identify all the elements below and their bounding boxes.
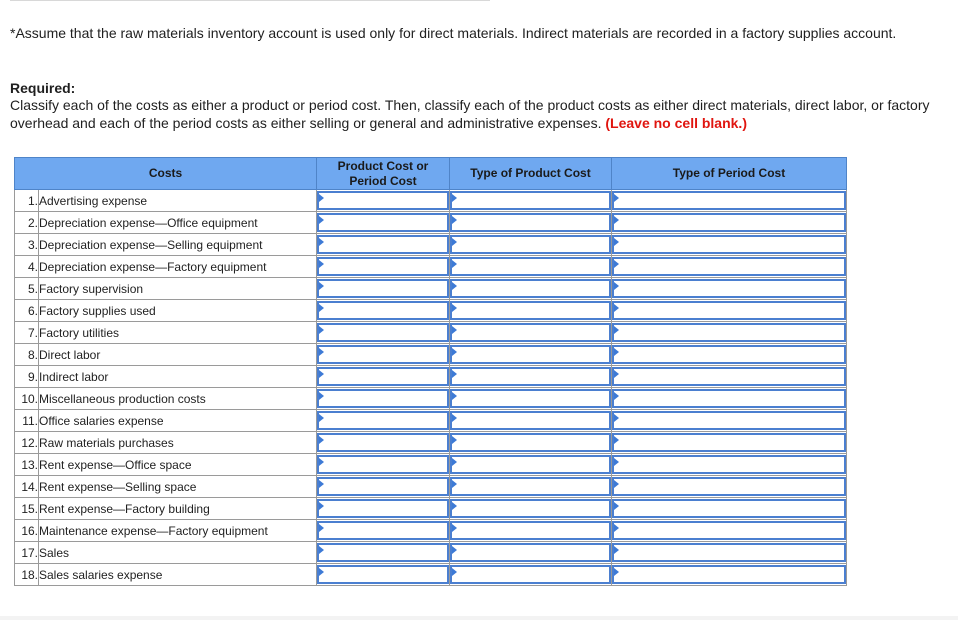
row-number: 1. (15, 190, 39, 212)
bottom-divider (0, 616, 958, 620)
product-or-period-dropdown[interactable] (317, 213, 449, 232)
dropdown-marker-icon (319, 282, 324, 290)
table-row (15, 520, 847, 542)
row-number: 15. (15, 498, 39, 520)
dropdown-marker-icon (319, 370, 324, 378)
row-number: 10. (15, 388, 39, 410)
row-number: 3. (15, 234, 39, 256)
type-of-period-cost-dropdown[interactable] (612, 191, 846, 210)
table-row (15, 454, 847, 476)
table-header-row (15, 158, 847, 190)
dropdown-marker-icon (319, 194, 324, 202)
row-number: 17. (15, 542, 39, 564)
header-product-or-period (317, 158, 450, 190)
row-number: 7. (15, 322, 39, 344)
cost-label: Depreciation expense—Selling equipment (39, 234, 317, 256)
type-of-product-cost-dropdown-cell (450, 388, 612, 410)
type-of-product-cost-dropdown-cell (450, 300, 612, 322)
type-of-period-cost-dropdown-cell (612, 520, 847, 542)
type-of-product-cost-dropdown[interactable] (450, 389, 611, 408)
cost-label: Factory supplies used (39, 300, 317, 322)
dropdown-marker-icon (319, 502, 324, 510)
dropdown-marker-icon (319, 392, 324, 400)
type-of-period-cost-dropdown[interactable] (612, 323, 846, 342)
type-of-period-cost-dropdown-cell (612, 410, 847, 432)
cost-label: Direct labor (39, 344, 317, 366)
product-or-period-dropdown-cell (317, 190, 450, 212)
dropdown-marker-icon (452, 546, 457, 554)
dropdown-marker-icon (319, 238, 324, 246)
product-or-period-dropdown[interactable] (317, 521, 449, 540)
type-of-product-cost-dropdown[interactable] (450, 565, 611, 584)
dropdown-marker-icon (452, 414, 457, 422)
product-or-period-dropdown-cell (317, 388, 450, 410)
dropdown-marker-icon (319, 216, 324, 224)
product-or-period-dropdown[interactable] (317, 499, 449, 518)
type-of-period-cost-dropdown-cell (612, 212, 847, 234)
dropdown-marker-icon (452, 216, 457, 224)
dropdown-marker-icon (614, 238, 619, 246)
row-number: 12. (15, 432, 39, 454)
type-of-product-cost-dropdown-cell (450, 278, 612, 300)
required-text: Classify each of the costs as either a product or period cost. Then, classify each of the product costs as either direct materials, direct labor, or factory overhead and each of the period costs as either selling or general and administrative expenses. (10, 97, 930, 131)
type-of-period-cost-dropdown-cell (612, 234, 847, 256)
cost-label: Indirect labor (39, 366, 317, 388)
type-of-period-cost-dropdown-cell (612, 498, 847, 520)
type-of-product-cost-dropdown[interactable] (450, 257, 611, 276)
type-of-period-cost-dropdown-cell (612, 564, 847, 586)
type-of-product-cost-dropdown-cell (450, 322, 612, 344)
top-divider (10, 0, 490, 1)
type-of-product-cost-dropdown-cell (450, 520, 612, 542)
product-or-period-dropdown-cell (317, 454, 450, 476)
product-or-period-dropdown-cell (317, 476, 450, 498)
type-of-product-cost-dropdown-cell (450, 190, 612, 212)
product-or-period-dropdown[interactable] (317, 191, 449, 210)
product-or-period-dropdown[interactable] (317, 565, 449, 584)
row-number: 2. (15, 212, 39, 234)
cost-label: Maintenance expense—Factory equipment (39, 520, 317, 542)
classification-table (14, 157, 847, 586)
dropdown-marker-icon (614, 194, 619, 202)
dropdown-marker-icon (452, 326, 457, 334)
type-of-period-cost-dropdown[interactable] (612, 521, 846, 540)
dropdown-marker-icon (614, 436, 619, 444)
row-number: 13. (15, 454, 39, 476)
product-or-period-dropdown[interactable] (317, 543, 449, 562)
dropdown-marker-icon (452, 568, 457, 576)
product-or-period-dropdown[interactable] (317, 411, 449, 430)
type-of-product-cost-dropdown[interactable] (450, 499, 611, 518)
product-or-period-dropdown[interactable] (317, 455, 449, 474)
type-of-product-cost-dropdown[interactable] (450, 411, 611, 430)
type-of-product-cost-dropdown-cell (450, 564, 612, 586)
product-or-period-dropdown-cell (317, 300, 450, 322)
type-of-product-cost-dropdown[interactable] (450, 455, 611, 474)
type-of-product-cost-dropdown[interactable] (450, 345, 611, 364)
dropdown-marker-icon (614, 304, 619, 312)
type-of-product-cost-dropdown-cell (450, 476, 612, 498)
table-row (15, 322, 847, 344)
cost-label: Office salaries expense (39, 410, 317, 432)
type-of-period-cost-dropdown[interactable] (612, 565, 846, 584)
dropdown-marker-icon (614, 282, 619, 290)
type-of-product-cost-dropdown-cell (450, 234, 612, 256)
product-or-period-dropdown[interactable] (317, 279, 449, 298)
dropdown-marker-icon (452, 370, 457, 378)
type-of-product-cost-dropdown-cell (450, 454, 612, 476)
row-number: 5. (15, 278, 39, 300)
table-row (15, 300, 847, 322)
table-row (15, 388, 847, 410)
dropdown-marker-icon (614, 480, 619, 488)
type-of-product-cost-dropdown-cell (450, 542, 612, 564)
table-row (15, 344, 847, 366)
product-or-period-dropdown[interactable] (317, 389, 449, 408)
type-of-period-cost-dropdown-cell (612, 476, 847, 498)
dropdown-marker-icon (614, 326, 619, 334)
cost-label: Depreciation expense—Office equipment (39, 212, 317, 234)
product-or-period-dropdown-cell (317, 278, 450, 300)
required-instructions (10, 96, 955, 132)
type-of-period-cost-dropdown[interactable] (612, 301, 846, 320)
product-or-period-dropdown-cell (317, 234, 450, 256)
dropdown-marker-icon (614, 458, 619, 466)
header-type-product-cost: Type of Product Cost (450, 158, 612, 190)
type-of-product-cost-dropdown-cell (450, 344, 612, 366)
dropdown-marker-icon (614, 392, 619, 400)
table-row (15, 190, 847, 212)
dropdown-marker-icon (452, 436, 457, 444)
type-of-period-cost-dropdown[interactable] (612, 411, 846, 430)
type-of-period-cost-dropdown-cell (612, 542, 847, 564)
cost-label: Raw materials purchases (39, 432, 317, 454)
type-of-product-cost-dropdown[interactable] (450, 323, 611, 342)
dropdown-marker-icon (319, 568, 324, 576)
assumption-note: *Assume that the raw materials inventory account is used only for direct materials. Indirect materials are recorded in a factory supplies account. (10, 25, 897, 41)
table-row (15, 476, 847, 498)
table-row (15, 410, 847, 432)
type-of-period-cost-dropdown[interactable] (612, 477, 846, 496)
table-row (15, 542, 847, 564)
cost-label: Rent expense—Selling space (39, 476, 317, 498)
table-row (15, 432, 847, 454)
product-or-period-dropdown-cell (317, 322, 450, 344)
type-of-period-cost-dropdown[interactable] (612, 257, 846, 276)
dropdown-marker-icon (319, 458, 324, 466)
dropdown-marker-icon (452, 480, 457, 488)
type-of-period-cost-dropdown-cell (612, 300, 847, 322)
row-number: 14. (15, 476, 39, 498)
type-of-product-cost-dropdown[interactable] (450, 521, 611, 540)
header-costs: Costs (15, 158, 317, 190)
type-of-product-cost-dropdown-cell (450, 498, 612, 520)
table-row (15, 564, 847, 586)
cost-label: Miscellaneous production costs (39, 388, 317, 410)
dropdown-marker-icon (614, 260, 619, 268)
dropdown-marker-icon (319, 260, 324, 268)
type-of-period-cost-dropdown[interactable] (612, 389, 846, 408)
product-or-period-dropdown-cell (317, 542, 450, 564)
cost-label: Factory supervision (39, 278, 317, 300)
type-of-period-cost-dropdown[interactable] (612, 433, 846, 452)
type-of-period-cost-dropdown[interactable] (612, 455, 846, 474)
type-of-product-cost-dropdown-cell (450, 410, 612, 432)
product-or-period-dropdown[interactable] (317, 367, 449, 386)
dropdown-marker-icon (452, 348, 457, 356)
type-of-period-cost-dropdown-cell (612, 190, 847, 212)
product-or-period-dropdown[interactable] (317, 301, 449, 320)
dropdown-marker-icon (614, 348, 619, 356)
product-or-period-dropdown-cell (317, 366, 450, 388)
type-of-period-cost-dropdown-cell (612, 344, 847, 366)
type-of-product-cost-dropdown[interactable] (450, 367, 611, 386)
dropdown-marker-icon (452, 282, 457, 290)
type-of-period-cost-dropdown[interactable] (612, 213, 846, 232)
table-row (15, 212, 847, 234)
dropdown-marker-icon (614, 524, 619, 532)
product-or-period-dropdown-cell (317, 212, 450, 234)
type-of-product-cost-dropdown[interactable] (450, 477, 611, 496)
row-number: 18. (15, 564, 39, 586)
cost-label: Depreciation expense—Factory equipment (39, 256, 317, 278)
row-number: 4. (15, 256, 39, 278)
type-of-product-cost-dropdown-cell (450, 366, 612, 388)
product-or-period-dropdown[interactable] (317, 433, 449, 452)
dropdown-marker-icon (319, 524, 324, 532)
type-of-product-cost-dropdown[interactable] (450, 213, 611, 232)
cost-label: Factory utilities (39, 322, 317, 344)
type-of-period-cost-dropdown-cell (612, 278, 847, 300)
type-of-period-cost-dropdown[interactable] (612, 499, 846, 518)
dropdown-marker-icon (452, 260, 457, 268)
cost-label: Advertising expense (39, 190, 317, 212)
type-of-period-cost-dropdown-cell (612, 366, 847, 388)
dropdown-marker-icon (452, 304, 457, 312)
dropdown-marker-icon (452, 502, 457, 510)
type-of-product-cost-dropdown[interactable] (450, 235, 611, 254)
table-row (15, 234, 847, 256)
type-of-product-cost-dropdown[interactable] (450, 543, 611, 562)
row-number: 16. (15, 520, 39, 542)
table-row (15, 366, 847, 388)
dropdown-marker-icon (614, 546, 619, 554)
type-of-period-cost-dropdown-cell (612, 256, 847, 278)
type-of-period-cost-dropdown-cell (612, 388, 847, 410)
cost-label: Rent expense—Factory building (39, 498, 317, 520)
dropdown-marker-icon (319, 546, 324, 554)
dropdown-marker-icon (319, 304, 324, 312)
product-or-period-dropdown-cell (317, 256, 450, 278)
required-heading: Required: (10, 80, 76, 96)
dropdown-marker-icon (614, 370, 619, 378)
table-row (15, 498, 847, 520)
table-row (15, 256, 847, 278)
type-of-product-cost-dropdown[interactable] (450, 191, 611, 210)
row-number: 6. (15, 300, 39, 322)
product-or-period-dropdown-cell (317, 410, 450, 432)
dropdown-marker-icon (452, 194, 457, 202)
dropdown-marker-icon (452, 458, 457, 466)
product-or-period-dropdown[interactable] (317, 235, 449, 254)
type-of-period-cost-dropdown-cell (612, 454, 847, 476)
dropdown-marker-icon (614, 414, 619, 422)
type-of-product-cost-dropdown-cell (450, 212, 612, 234)
row-number: 8. (15, 344, 39, 366)
dropdown-marker-icon (319, 436, 324, 444)
product-or-period-dropdown[interactable] (317, 477, 449, 496)
type-of-period-cost-dropdown[interactable] (612, 543, 846, 562)
type-of-product-cost-dropdown[interactable] (450, 279, 611, 298)
dropdown-marker-icon (319, 414, 324, 422)
type-of-period-cost-dropdown[interactable] (612, 279, 846, 298)
type-of-period-cost-dropdown[interactable] (612, 235, 846, 254)
dropdown-marker-icon (319, 326, 324, 334)
dropdown-marker-icon (452, 238, 457, 246)
dropdown-marker-icon (319, 480, 324, 488)
row-number: 11. (15, 410, 39, 432)
header-type-period-cost: Type of Period Cost (612, 158, 847, 190)
product-or-period-dropdown[interactable] (317, 345, 449, 364)
header-product-or-period-line2: Period Cost (349, 173, 417, 188)
dropdown-marker-icon (319, 348, 324, 356)
dropdown-marker-icon (614, 216, 619, 224)
type-of-period-cost-dropdown-cell (612, 322, 847, 344)
type-of-period-cost-dropdown[interactable] (612, 345, 846, 364)
row-number: 9. (15, 366, 39, 388)
dropdown-marker-icon (614, 502, 619, 510)
dropdown-marker-icon (452, 524, 457, 532)
cost-label: Sales (39, 542, 317, 564)
type-of-product-cost-dropdown[interactable] (450, 433, 611, 452)
dropdown-marker-icon (614, 568, 619, 576)
product-or-period-dropdown-cell (317, 344, 450, 366)
product-or-period-dropdown-cell (317, 498, 450, 520)
product-or-period-dropdown[interactable] (317, 257, 449, 276)
cost-label: Rent expense—Office space (39, 454, 317, 476)
type-of-period-cost-dropdown[interactable] (612, 367, 846, 386)
dropdown-marker-icon (452, 392, 457, 400)
cost-label: Sales salaries expense (39, 564, 317, 586)
table-row (15, 278, 847, 300)
product-or-period-dropdown-cell (317, 520, 450, 542)
leave-no-blank-warning: (Leave no cell blank.) (605, 115, 747, 131)
product-or-period-dropdown-cell (317, 564, 450, 586)
product-or-period-dropdown[interactable] (317, 323, 449, 342)
type-of-product-cost-dropdown-cell (450, 432, 612, 454)
type-of-product-cost-dropdown[interactable] (450, 301, 611, 320)
header-product-or-period-line1: Product Cost or (337, 158, 429, 173)
type-of-product-cost-dropdown-cell (450, 256, 612, 278)
type-of-period-cost-dropdown-cell (612, 432, 847, 454)
product-or-period-dropdown-cell (317, 432, 450, 454)
